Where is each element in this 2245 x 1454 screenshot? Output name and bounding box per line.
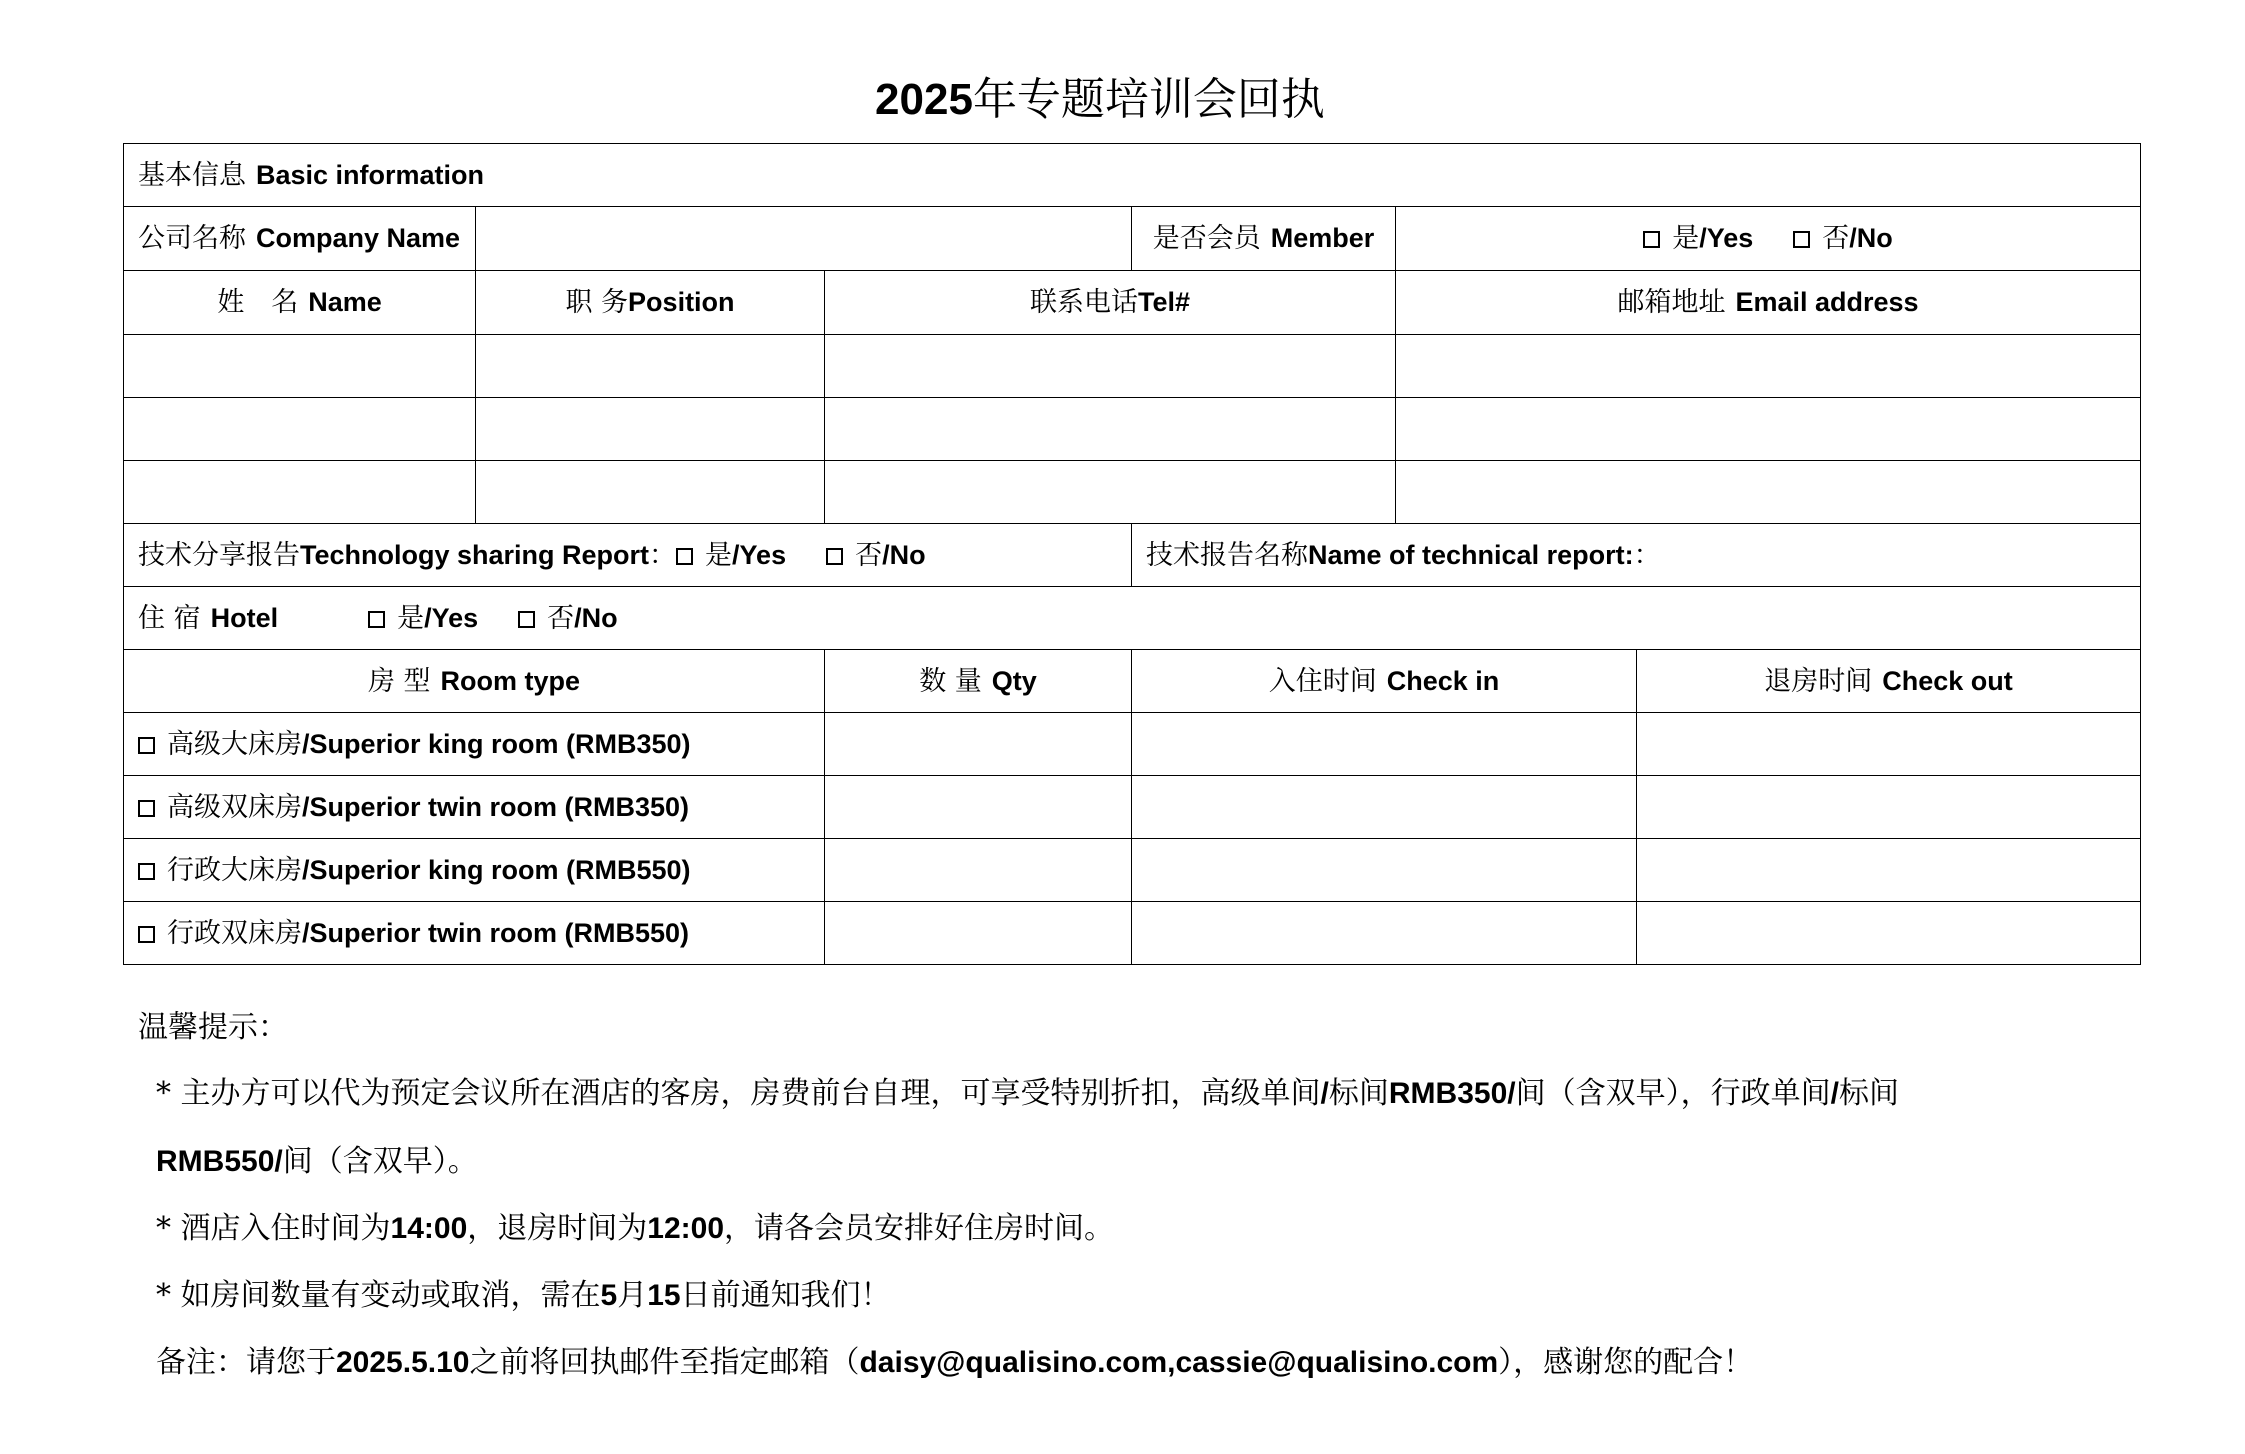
room-qty-field[interactable] — [825, 902, 1132, 965]
room-qty-field[interactable] — [825, 713, 1132, 776]
member-yes-option[interactable]: 是/Yes — [1643, 223, 1753, 254]
contact-emails[interactable]: daisy@qualisino.com,cassie@qualisino.com — [859, 1346, 1499, 1379]
tech-report-no-option[interactable]: 否/No — [826, 540, 926, 571]
attendee-tel-field[interactable] — [825, 335, 1396, 398]
header-position: 职 务Position — [476, 271, 825, 335]
checkbox-icon[interactable] — [518, 611, 535, 628]
hotel-yes-option[interactable]: 是/Yes — [368, 603, 478, 634]
attendee-email-field[interactable] — [1396, 335, 2141, 398]
note-line: * 主办方可以代为预定会议所在酒店的客房，房费前台自理，可享受特别折扣，高级单间/标间RMB350/间（含双早），行政单间/标间 — [156, 1076, 1899, 1111]
hotel-cell: 住 宿 Hotel 是/Yes 否/No — [124, 587, 2141, 650]
remark-line: 备注：请您于2025.5.10之前将回执邮件至指定邮箱（daisy@qualisino.com,cassie@qualisino.com），感谢您的配合！ — [156, 1345, 1754, 1380]
room-check-in-field[interactable] — [1132, 776, 1637, 839]
room-check-out-field[interactable] — [1637, 776, 2141, 839]
attendee-row — [124, 335, 2141, 398]
attendee-name-field[interactable] — [124, 398, 476, 461]
company-name-field[interactable] — [476, 207, 1132, 271]
checkbox-icon[interactable] — [1643, 231, 1660, 248]
room-row — [124, 839, 2141, 902]
checkbox-icon[interactable] — [138, 863, 155, 880]
checkbox-icon[interactable] — [676, 548, 693, 565]
registration-form-table — [123, 143, 2141, 965]
title-text: 年专题培训会回执 — [972, 74, 1325, 125]
room-row — [124, 902, 2141, 965]
checkbox-icon[interactable] — [138, 800, 155, 817]
room-type-option[interactable]: 行政大床房/Superior king room (RMB550) — [124, 839, 825, 902]
room-row — [124, 776, 2141, 839]
attendee-position-field[interactable] — [476, 335, 825, 398]
checkbox-icon[interactable] — [368, 611, 385, 628]
room-type-option[interactable]: 高级双床房/Superior twin room (RMB350) — [124, 776, 825, 839]
room-check-in-field[interactable] — [1132, 713, 1637, 776]
room-type-option[interactable]: 行政双床房/Superior twin room (RMB550) — [124, 902, 825, 965]
basic-info-row — [124, 144, 2141, 207]
header-room-type: 房 型 Room type — [124, 650, 825, 713]
room-header-row — [124, 650, 2141, 713]
note-line: RMB550/间（含双早）。 — [156, 1144, 478, 1179]
attendee-email-field[interactable] — [1396, 398, 2141, 461]
header-tel: 联系电话Tel# — [825, 271, 1396, 335]
basic-info-label: 基本信息 Basic information — [124, 144, 2141, 207]
notes-heading: 温馨提示： — [138, 1010, 288, 1045]
tech-report-yes-option[interactable]: 是/Yes — [676, 540, 786, 571]
member-label: 是否会员 Member — [1132, 207, 1396, 271]
attendee-tel-field[interactable] — [825, 461, 1396, 524]
tech-report-name-field[interactable]: 技术报告名称Name of technical report:： — [1132, 524, 2141, 587]
attendee-row — [124, 398, 2141, 461]
room-check-out-field[interactable] — [1637, 839, 2141, 902]
note-line: * 酒店入住时间为14:00，退房时间为12:00，请各会员安排好住房时间。 — [156, 1211, 1115, 1246]
title-year: 2025 — [875, 75, 973, 124]
header-check-out: 退房时间 Check out — [1637, 650, 2141, 713]
attendee-tel-field[interactable] — [825, 398, 1396, 461]
room-type-option[interactable]: 高级大床房/Superior king room (RMB350) — [124, 713, 825, 776]
attendee-email-field[interactable] — [1396, 461, 2141, 524]
room-check-out-field[interactable] — [1637, 713, 2141, 776]
company-label: 公司名称 Company Name — [124, 207, 476, 271]
room-check-in-field[interactable] — [1132, 839, 1637, 902]
tech-report-row — [124, 524, 2141, 587]
hotel-row — [124, 587, 2141, 650]
room-qty-field[interactable] — [825, 776, 1132, 839]
room-row — [124, 713, 2141, 776]
header-email: 邮箱地址 Email address — [1396, 271, 2141, 335]
attendee-header-row — [124, 271, 2141, 335]
attendee-row — [124, 461, 2141, 524]
page-title — [0, 70, 2200, 130]
attendee-position-field[interactable] — [476, 398, 825, 461]
hotel-no-option[interactable]: 否/No — [518, 603, 618, 634]
tech-report-cell: 技术分享报告Technology sharing Report： 是/Yes 否/No — [124, 524, 1132, 587]
member-options — [1396, 207, 2141, 271]
company-row — [124, 207, 2141, 271]
checkbox-icon[interactable] — [826, 548, 843, 565]
note-line: * 如房间数量有变动或取消，需在5月15日前通知我们！ — [156, 1278, 891, 1313]
room-check-out-field[interactable] — [1637, 902, 2141, 965]
member-no-option[interactable]: 否/No — [1793, 223, 1893, 254]
checkbox-icon[interactable] — [1793, 231, 1810, 248]
checkbox-icon[interactable] — [138, 926, 155, 943]
attendee-name-field[interactable] — [124, 461, 476, 524]
header-qty: 数 量 Qty — [825, 650, 1132, 713]
header-name: 姓 名 Name — [124, 271, 476, 335]
room-qty-field[interactable] — [825, 839, 1132, 902]
checkbox-icon[interactable] — [138, 737, 155, 754]
room-check-in-field[interactable] — [1132, 902, 1637, 965]
attendee-name-field[interactable] — [124, 335, 476, 398]
header-check-in: 入住时间 Check in — [1132, 650, 1637, 713]
attendee-position-field[interactable] — [476, 461, 825, 524]
